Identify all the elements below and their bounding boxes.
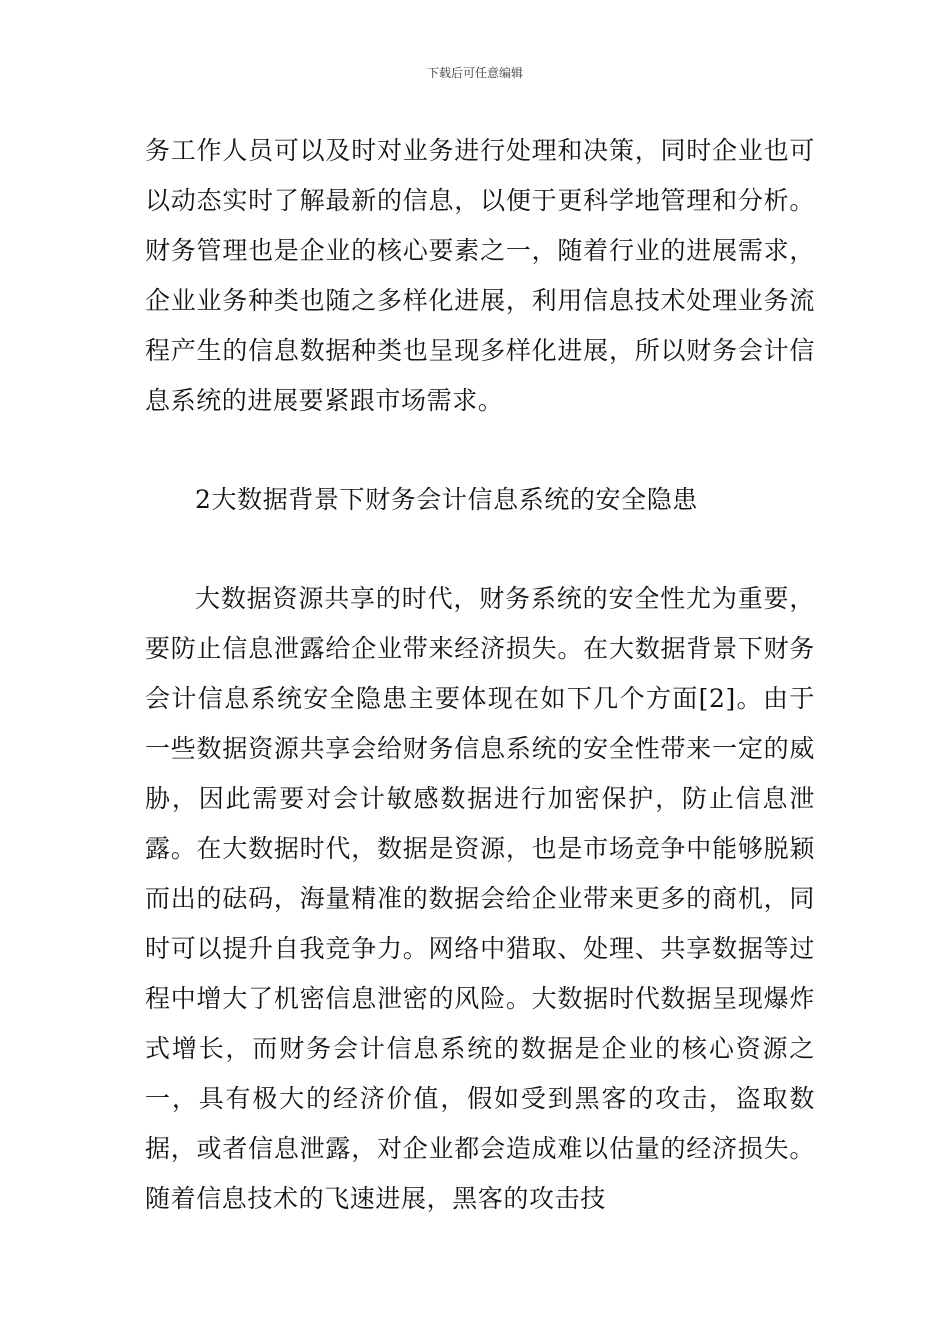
paragraph-2-text: 大数据资源共享的时代，财务系统的安全性尤为重要，要防止信息泄露给企业带来经济损失。在大数据背景下财务会计信息系统安全隐患主要体现在如下几个方面[2]。由于一些数据资源共享会给财务信息系统的安全性带来一定的威胁，因此需要对会计敏感数据进行加密保护，防止信息泄露。在大数据时代，数据是资源，也是市场竞争中能够脱颖而出的砝码，海量精准的数据会给企业带来更多的商机，同时可以提升自我竞争力。网络中猎取、处理、共享数据等过程中增大了机密信息泄密的风险。大数据时代数据呈现爆炸式增长，而财务会计信息系统的数据是企业的核心资源之一，具有极大的经济价值，假如受到黑客的攻击，盗取数据，或者信息泄露，对企业都会造成难以估量的经济损失。随着信息技术的飞速进展，黑客的攻击技 (145, 584, 815, 1213)
paragraph-1-text: 务工作人员可以及时对业务进行处理和决策，同时企业也可以动态实时了解最新的信息，以便于更科学地管理和分析。财务管理也是企业的核心要素之一，随着行业的进展需求，企业业务种类也随之多样化进展，利用信息技术处理业务流程产生的信息数据种类也呈现多样化进展，所以财务会计信息系统的进展要紧跟市场需求。 (145, 136, 815, 415)
paragraph-continued (145, 126, 815, 426)
paragraph-security (145, 574, 815, 1224)
section-heading: 2大数据背景下财务会计信息系统的安全隐患 (195, 485, 698, 514)
page-header: 下载后可任意编辑 (426, 66, 523, 80)
